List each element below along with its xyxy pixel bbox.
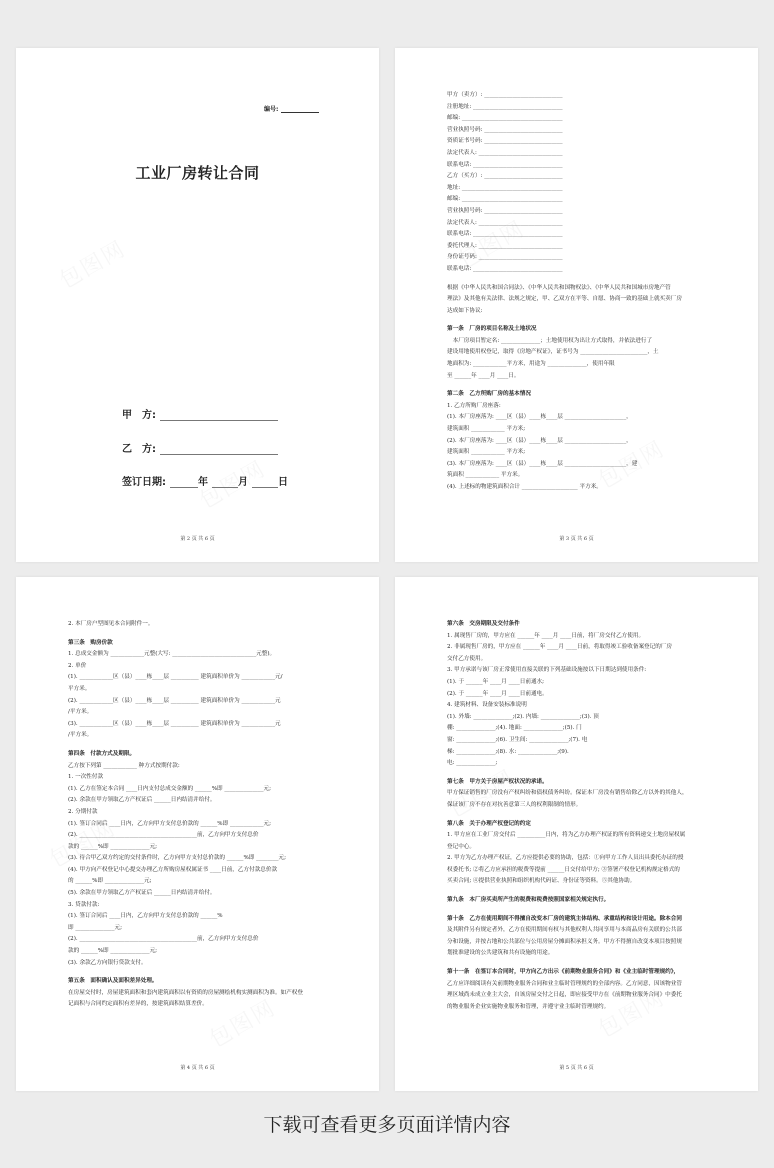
text-line: 建设用地使用权登记，取得《房地产权证》，证书号为 ________________________，土 <box>447 349 659 356</box>
clause-heading: 第五条 面积确认及面积差异处理。 <box>68 978 158 985</box>
paragraph-gap <box>68 742 328 749</box>
month-line <box>212 477 238 488</box>
paragraph-gap <box>447 382 707 389</box>
text-line: 至 ______年 ____月 ____日。 <box>447 372 520 379</box>
text-line: 乙方应详细阅读有关前期物业服务合同和业主临时管理规约的全部内容。乙方同意，因该物业管 <box>447 980 682 987</box>
text-line: (1). 外墙: ______________;(2). 内墙: ______________;(3). 顶 <box>447 713 599 720</box>
text-line: 乙方（买方）: ____________________________ <box>447 173 563 180</box>
paragraph-gap <box>447 812 707 819</box>
text-line: 营业执照号码: ____________________________ <box>447 207 563 214</box>
text-line: 记面积与合同约定面积有差异的，按建筑面积结算差价。 <box>68 1001 208 1008</box>
text-line: 权委托书; ②将乙方应承担的税费等提前 ______日交付给甲方; ③签署产权登记机构规定格式的 <box>447 866 680 873</box>
contract-number-label: 编号: <box>264 106 279 113</box>
text-line: 甲方（卖方）: ____________________________ <box>447 92 563 98</box>
text-line: (2). 余款在甲方领取乙方产权证后 ______日内结清并给付。 <box>68 797 216 804</box>
text-line: (1). 签订合同后 ____日内，乙方向甲方支付总价款的 ______% <box>68 913 223 920</box>
day-line <box>252 477 278 488</box>
text-line: (3). ____________区（县）____栋____层 __________ 建筑面积单价为 ____________元 <box>68 720 281 727</box>
sign-date <box>122 473 288 488</box>
text-line: 即 ______________元; <box>68 924 123 931</box>
text-line: (1). 于 ______年 ____月 ____日前通水; <box>447 678 545 685</box>
text-line: 登记中心。 <box>447 843 475 850</box>
text-line: 法定代表人: ______________________________ <box>447 219 563 226</box>
text-line: 3. 甲方承诺与该厂房正常使用直接关联的下列基础设施按以下日期达到使用条件: <box>447 667 647 674</box>
text-line: 乙方按下列第 ____________ 种方式按期付款: <box>68 762 180 769</box>
text-line: 2. 分期付款 <box>68 808 98 815</box>
paragraph-gap <box>68 631 328 638</box>
text-line: (2). 于 ______年 ____月 ____日前通电。 <box>447 690 548 697</box>
text-line: (2). ____________区（县）____栋____层 __________ 建筑面积单价为 ____________元 <box>68 697 281 704</box>
text-line: 2. 本厂房户型图见本合同附件一。 <box>68 621 154 627</box>
contract-page-4 <box>16 577 379 1091</box>
clause-heading: 第八条 关于办理产权登记的约定 <box>447 820 531 827</box>
paragraph-gap <box>447 960 707 967</box>
paragraph-gap <box>447 888 707 895</box>
clause-heading: 第一条 厂房的项目名称及土地状况 <box>447 326 537 333</box>
text-line: 理区域尚未成立业主大会，自该房屋交付之日起，即应接受甲方在《前期物业服务合同》中委托 <box>447 992 682 999</box>
text-line: 窗: ______________;(6). 卫生间: ______________;(7). 电 <box>447 736 588 743</box>
contract-number <box>264 104 319 113</box>
text-line: 地址: ____________________________________ <box>447 184 563 191</box>
text-line: 保证该厂房不存在对抗善意第三人的权利限制的情形。 <box>447 801 582 808</box>
text-line: 身份证号码: ______________________________ <box>447 254 563 261</box>
text-line: (3). 待合甲乙双方约定的交付条件时，乙方向甲方支付总价款的 ______%即 ________元; <box>68 855 287 862</box>
contract-page-3 <box>395 48 758 562</box>
text-line: 1. 属现售厂房的，甲方应在 ______年 ____月 ____日前，将厂房交付乙方使用。 <box>447 632 645 639</box>
text-line: 梯: ______________;(8). 水: ______________;(9). <box>447 748 569 755</box>
text-line: 联系电话: ________________________________ <box>447 231 563 238</box>
text-line: 交付乙方使用。 <box>447 655 487 662</box>
text-line: 1. 总成交金额为 ____________元整(大写: ______________________________元整)。 <box>68 651 276 658</box>
text-line: (3). 余款乙方向银行贷款支付。 <box>68 959 147 966</box>
paragraph-gap <box>447 907 707 914</box>
month-label: 月 <box>238 477 248 488</box>
text-line: 1. 乙方所购厂房座落: <box>447 402 501 409</box>
clause-heading: 第十一条 在签订本合同时，甲方向乙方出示《前期物业服务合同》和《业主临时管理规约》， <box>447 969 680 976</box>
text-line: 达成如下协议: <box>447 307 483 314</box>
clause-heading: 第三条 购房价款 <box>68 639 113 646</box>
text-line: 邮编: ____________________________________ <box>447 115 563 122</box>
page-footer: 第 5 页 共 6 页 <box>559 1065 594 1071</box>
text-line: (1). 签订合同后 ____日内，乙方向甲方支付总价款的 ______%即 ____________元; <box>68 820 272 827</box>
text-line: 甲方保证销售的厂房没有产权纠纷和债权债务纠纷。保证本厂房没有销售给除乙方以外的其他人， <box>447 790 688 797</box>
text-line: 款的 ______%即 ______________元; <box>68 843 158 850</box>
party-b-line <box>160 444 278 455</box>
text-line: 款的 ______%即 ______________元; <box>68 948 158 955</box>
text-line: 法定代表人: ______________________________ <box>447 149 563 156</box>
party-a-line <box>160 410 278 421</box>
year-label: 年 <box>198 477 208 488</box>
paragraph-gap <box>68 969 328 976</box>
text-line: 邮编: ____________________________________ <box>447 196 563 203</box>
text-line: 联系电话: ________________________________ <box>447 161 563 168</box>
clause-heading: 第九条 本厂房买卖所产生的税费和税费按照国家相关规定执行。 <box>447 897 610 904</box>
page-body <box>447 619 707 1013</box>
paragraph-gap <box>447 770 707 777</box>
clause-heading: 第六条 交房期限及交付条件 <box>447 621 520 627</box>
text-line: 4. 建筑材料、设备安装标准说明 <box>447 702 527 709</box>
page-footer: 第 4 页 共 6 页 <box>180 1065 215 1071</box>
text-line: 3. 贷款付款: <box>68 901 100 908</box>
text-line: (1). 本厂房座落为: ____区（县）____栋____层 ______________________， <box>447 414 632 421</box>
text-line: 的物业服务企业实施物业服务和管理，并遵守业主临时管理规约。 <box>447 1003 610 1010</box>
text-line: (1). ____________区（县）____栋____层 __________ 建筑面积单价为 ____________元/ <box>68 674 283 681</box>
text-line: 注册地址: ________________________________ <box>447 103 563 110</box>
text-line: 联系电话: ________________________________ <box>447 265 563 272</box>
paragraph-gap <box>447 276 707 283</box>
party-a-label: 甲 方: <box>122 410 156 421</box>
text-line: 理法》及其他有关法律、法规之规定，甲、乙双方在平等、自愿、协商一致的基础上就买卖厂房 <box>447 296 682 303</box>
text-line: 委托代理人: ______________________________ <box>447 242 563 249</box>
text-line: 平方米。 <box>68 685 91 692</box>
clause-heading: 第四条 付款方式及期限。 <box>68 750 136 757</box>
year-line <box>170 477 198 488</box>
day-label: 日 <box>278 477 288 488</box>
text-line: 分和设施，并按占地和公共部位与公用房屋分摊面积承担义务。甲方不得擅自改变本项目按照规 <box>447 938 682 945</box>
text-line: 建筑面积 ____________ 平方米; <box>447 426 526 433</box>
text-line: 本厂房项目暂定名: ______________；土地使用权为出让方式取得，并依法进行了 <box>447 337 653 344</box>
text-line: 买卖合同; ④提供营业执照和组织机构代码证、身份证等资料。⑤其他协助。 <box>447 878 636 885</box>
watermark <box>53 232 131 295</box>
clause-heading: 第七条 甲方关于房屋产权状况的承诺。 <box>447 778 548 785</box>
contract-title: 工业厂房转让合同 <box>135 164 260 182</box>
sign-date-label: 签订日期: <box>122 477 166 488</box>
text-line: (2). __________________________________________前，乙方向甲方支付总价 <box>68 832 259 839</box>
party-a-signature <box>122 406 278 421</box>
paragraph-gap <box>447 317 707 324</box>
text-line: (2). __________________________________________前，乙方向甲方支付总价 <box>68 936 259 943</box>
text-line: 2. 非属现售厂房的，甲方应在 ______年 ____月 ____日前，将取得竣工验收备案登记的厂房 <box>447 644 673 651</box>
download-caption: 下载可查看更多页面详情内容 <box>263 1114 511 1136</box>
party-b-signature <box>122 440 278 455</box>
text-line: (4). 甲方向产权登记中心提交办理乙方所购房屋权属证书 ____日前，乙方付款总价款 <box>68 866 278 873</box>
text-line: 棚: ______________;(4). 地面: ______________;(5). 门 <box>447 725 582 732</box>
contract-number-line <box>281 106 319 113</box>
page-footer: 第 3 页 共 6 页 <box>559 536 594 542</box>
page-body <box>68 619 328 1011</box>
text-line: (1). 乙方在签定本合同 ____日内支付总成交金额的 ______%即 ______________元; <box>68 785 272 792</box>
party-b-label: 乙 方: <box>122 444 156 455</box>
text-line: (5). 余款在甲方领取乙方产权证后 ______日内结清并给付。 <box>68 890 216 897</box>
text-line: /平方米。 <box>68 732 93 739</box>
clause-heading: 第二条 乙方所购厂房的基本情况 <box>447 391 531 398</box>
text-line: (2). 本厂房座落为: ____区（县）____栋____层 ______________________， <box>447 437 632 444</box>
text-line: 在房屋交付时，房屋建筑面积和套内建筑面积以有资质的房屋测绘机构实测面积为准。如产权登 <box>68 989 303 996</box>
text-line: 地面积为: ____________平方米，用途为 ______________，使用年限 <box>447 361 615 368</box>
text-line: 2. 甲方为乙方办理产权证，乙方应提供必要的协助，包括：①向甲方工作人员出具委托办证的授 <box>447 855 684 862</box>
text-line: 2. 单价 <box>68 662 87 669</box>
text-line: 的 ______%即 ______________元; <box>68 878 152 885</box>
text-line: 建筑面积 ____________ 平方米; <box>447 449 526 456</box>
text-line: 1. 甲方应在工业厂房交付后 __________日内，将为乙方办理产权证的所有资料递交土地房屋权属 <box>447 832 686 839</box>
text-line: 及其附件另有规定者外，乙方在使用期间有权与其他权利人共同享用与本商品房有关联的公共部 <box>447 927 682 934</box>
text-line: 根据《中华人民共和国合同法》、《中华人民共和国物权法》、《中华人民共和国城市房地产管 <box>447 284 671 291</box>
text-line: (4). 上述标的物建筑面积合计 ____________________ 平方米。 <box>447 484 602 490</box>
text-line: (3). 本厂房座落为: ____区（县）____栋____层 ______________________，建 <box>447 460 638 467</box>
text-line: 筑面积 ____________ 平方米。 <box>447 472 524 479</box>
text-line: /平方米。 <box>68 709 93 716</box>
page-body <box>447 90 707 494</box>
text-line: 1. 一次性付款 <box>68 774 104 781</box>
text-line: 划批准建设的公共建筑和共有设施的用途。 <box>447 950 554 957</box>
text-line: 营业执照号码: ____________________________ <box>447 126 563 133</box>
clause-heading: 第十条 乙方在使用期间不得擅自改变本厂房的建筑主体结构、承重结构和设计用途。除本合同 <box>447 915 682 922</box>
contract-page-5 <box>395 577 758 1091</box>
page-footer: 第 2 页 共 6 页 <box>180 536 215 542</box>
text-line: 资质证书号码: ____________________________ <box>447 138 563 145</box>
text-line: 电: ______________; <box>447 760 498 767</box>
contract-cover-page <box>16 48 379 562</box>
